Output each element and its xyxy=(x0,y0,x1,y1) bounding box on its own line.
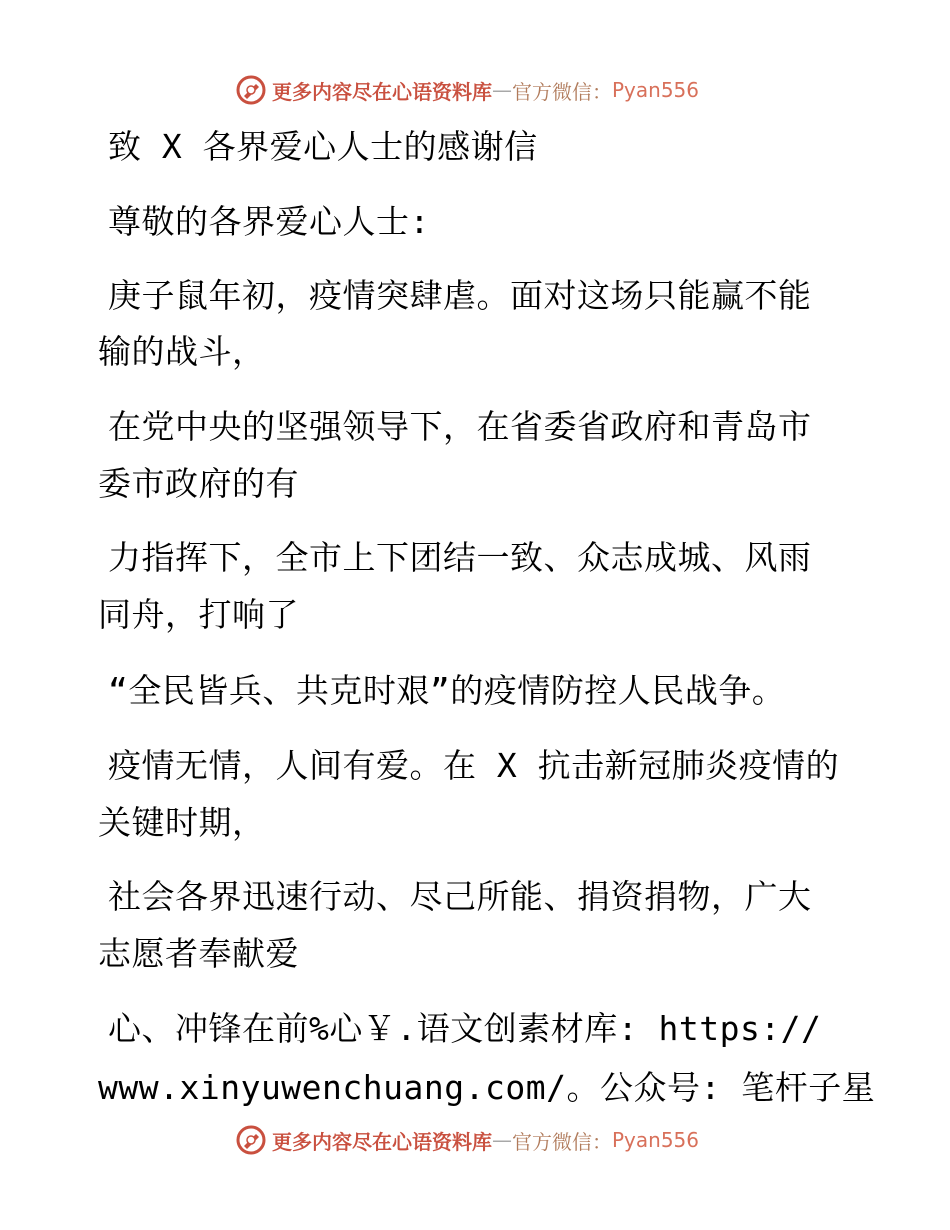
paragraph-line: “全民皆兵、共克时艰”的疫情防控人民战争。 xyxy=(108,671,786,710)
watermark-wechat-id: Pyan556 xyxy=(612,78,700,102)
paragraph-line: 关键时期， xyxy=(98,803,266,842)
paragraph-line: 志愿者奉献爱 xyxy=(98,934,299,973)
watermark-dash: — xyxy=(492,1128,512,1152)
paragraph-line: 在党中央的坚强领导下，在省委省政府和青岛市 xyxy=(108,407,812,446)
paragraph-line: 输的战斗， xyxy=(98,332,266,371)
watermark-official-label: 官方微信： xyxy=(512,79,612,104)
watermark-wechat-id: Pyan556 xyxy=(612,1128,700,1152)
paragraph-line: 同舟，打响了 xyxy=(98,595,299,634)
watermark-main-text: 更多内容尽在心语资料库 xyxy=(272,1129,492,1154)
paragraph-line: 社会各界迅速行动、尽己所能、捐资捐物，广大 xyxy=(108,877,812,916)
watermark-official-label: 官方微信： xyxy=(512,1129,612,1154)
paragraph-line: www.xinyuwenchuang.com/。公众号: 笔杆子星 xyxy=(98,1068,876,1107)
paragraph-line: 疫情无情，人间有爱。在 X 抗击新冠肺炎疫情的 xyxy=(108,746,840,785)
salutation: 尊敬的各界爱心人士: xyxy=(108,202,430,241)
footer-watermark xyxy=(236,1123,699,1157)
paragraph-line: 力指挥下，全市上下团结一致、众志成城、风雨 xyxy=(108,538,812,577)
document-title: 致 X 各界爱心人士的感谢信 xyxy=(108,127,538,166)
watermark-dash: — xyxy=(492,78,512,102)
paragraph-line: 庚子鼠年初，疫情突肆虐。面对这场只能赢不能 xyxy=(108,276,812,315)
paragraph-line: 心、冲锋在前%心￥.语文创素材库: https:// xyxy=(108,1009,822,1048)
watermark-main-text: 更多内容尽在心语资料库 xyxy=(272,79,492,104)
brush-logo-icon xyxy=(236,1125,266,1155)
paragraph-line: 委市政府的有 xyxy=(98,464,299,503)
